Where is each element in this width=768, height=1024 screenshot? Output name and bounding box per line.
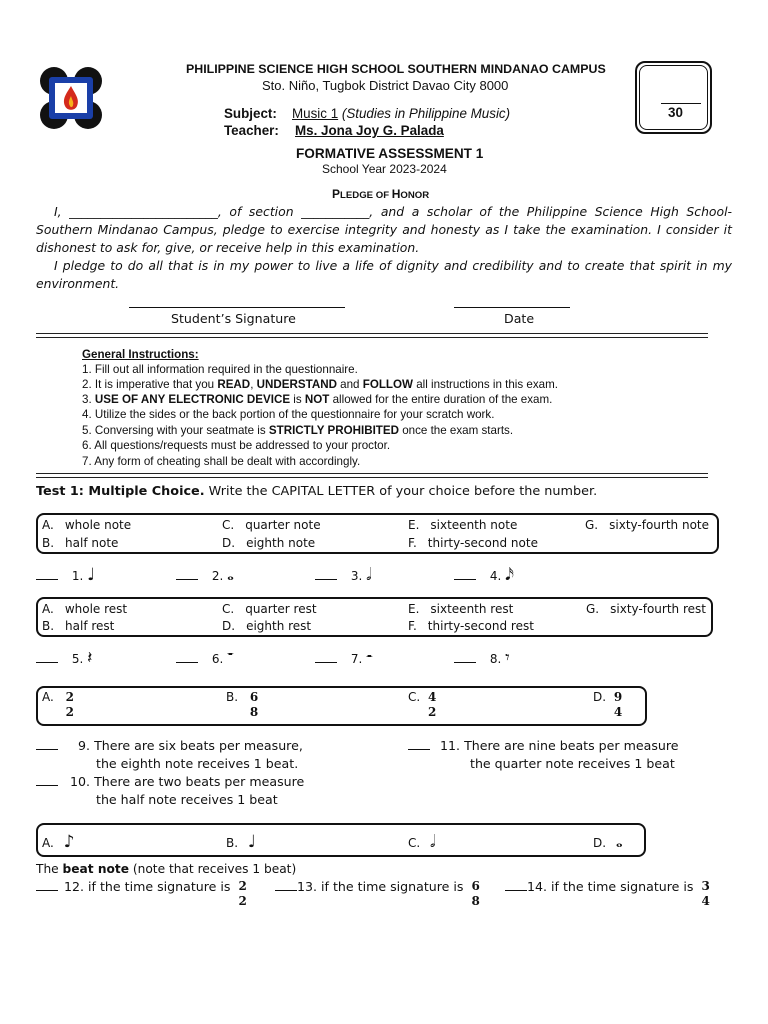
question-5: 5. 𝄽 [36, 648, 92, 668]
answer-blank[interactable] [454, 651, 476, 663]
choice-note-d: D. eighth note [222, 536, 316, 550]
question-14: 14. if the time signature is 3 4 [505, 879, 710, 909]
answer-blank[interactable] [275, 879, 297, 891]
score-total: 30 [668, 105, 683, 120]
instruction-1: 1. Fill out all information required in the questionnaire. [82, 363, 358, 376]
test1-heading: Test 1: Multiple Choice. Write the CAPITAL LETTER of your choice before the number. [36, 484, 598, 499]
question-13: 13. if the time signature is 6 8 [275, 879, 480, 909]
choice-timesig-d: D. 9 4 [593, 690, 623, 719]
eighth-note-icon: ♪ [63, 832, 75, 852]
choice-note-a: A. whole note [42, 518, 132, 532]
choice-rest-d: D. eighth rest [222, 619, 312, 633]
half-note-icon: 𝅗𝅥 [366, 565, 372, 585]
answer-blank[interactable] [505, 879, 527, 891]
divider [36, 337, 708, 338]
question-12: 12. if the time signature is 2 2 [36, 879, 247, 909]
question-7: 7. 𝄼 [315, 648, 373, 668]
question-8: 8. 𝄾 [454, 648, 510, 668]
subject-name: Music 1 [292, 106, 339, 121]
answer-blank[interactable] [36, 738, 58, 750]
question-4: 4. 𝅘𝅥𝅯 [454, 565, 514, 585]
choice-rest-e: E. sixteenth rest [408, 602, 514, 616]
school-address: Sto. Niño, Tugbok District Davao City 8000 [262, 78, 509, 93]
subject-label: Subject: [224, 106, 277, 121]
choice-timesig-c: C. 4 2 [408, 690, 437, 719]
pledge-title: PLEDGE OF HONOR [332, 187, 430, 201]
choice-note-f: F. thirty-second note [408, 536, 538, 550]
beat-note-choices-box [36, 823, 646, 857]
eighth-rest-icon: 𝄾 [505, 648, 510, 668]
question-2: 2. 𝅝 [176, 565, 234, 585]
score-blank[interactable] [661, 103, 701, 104]
score-box [635, 61, 712, 134]
quarter-note-icon: ♩ [247, 832, 256, 852]
time-signature-choices-box [36, 686, 647, 726]
answer-blank[interactable] [454, 568, 476, 580]
beat-note-intro: The beat note (note that receives 1 beat) [36, 862, 297, 876]
question-3: 3. 𝅗𝅥 [315, 565, 372, 585]
instruction-6: 6. All questions/requests must be addressed to your proctor. [82, 439, 391, 452]
choice-rest-c: C. quarter rest [222, 602, 317, 616]
choice-note-b: B. half note [42, 536, 119, 550]
instruction-4: 4. Utilize the sides or the back portion of the questionnaire for your scratch work. [82, 408, 495, 421]
choice-rest-f: F. thirty-second rest [408, 619, 534, 633]
choice-beat-d: D. 𝅝 [593, 832, 623, 852]
answer-blank[interactable] [36, 774, 58, 786]
divider [36, 473, 708, 474]
instruction-3: 3. USE OF ANY ELECTRONIC DEVICE is NOT allowed for the entire duration of the exam. [82, 393, 553, 406]
instructions-title: General Instructions: [82, 348, 199, 361]
instruction-2: 2. It is imperative that you READ, UNDERSTAND and FOLLOW all instructions in this exam. [82, 378, 558, 391]
choice-note-g: G. sixty-fourth note [585, 518, 710, 532]
signature-line[interactable] [129, 307, 345, 308]
quarter-rest-icon: 𝄽 [87, 648, 93, 668]
choice-rest-g: G. sixty-fourth rest [586, 602, 706, 616]
whole-note-icon: 𝅝 [227, 565, 234, 585]
answer-blank[interactable] [36, 651, 58, 663]
sixteenth-note-icon: 𝅘𝅥𝅯 [505, 565, 514, 585]
school-name: PHILIPPINE SCIENCE HIGH SCHOOL SOUTHERN MINDANAO CAMPUS [186, 62, 606, 76]
choice-timesig-b: B. 6 8 [226, 690, 259, 719]
question-9: 9. There are six beats per measure, the eighth note receives 1 beat. [36, 737, 303, 773]
teacher-name: Ms. Jona Joy G. Palada [295, 123, 444, 138]
subject-description: (Studies in Philippine Music) [341, 106, 511, 121]
assessment-title: FORMATIVE ASSESSMENT 1 [296, 146, 484, 161]
date-label: Date [504, 311, 535, 326]
half-rest-icon: 𝄼 [366, 648, 373, 668]
choice-rest-a: A. whole rest [42, 602, 128, 616]
divider [36, 477, 708, 478]
signature-label: Student’s Signature [171, 311, 296, 326]
answer-blank[interactable] [176, 568, 198, 580]
whole-note-icon: 𝅝 [615, 832, 623, 852]
choice-rest-b: B. half rest [42, 619, 115, 633]
subject-value [292, 106, 510, 121]
answer-blank[interactable] [36, 568, 58, 580]
teacher-label: Teacher: [224, 123, 279, 138]
choice-beat-b: B. ♩ [226, 832, 256, 852]
divider [36, 333, 708, 334]
question-6: 6. 𝄻 [176, 648, 234, 668]
whole-rest-icon: 𝄻 [227, 648, 234, 668]
question-10: 10. There are two beats per measure the half note receives 1 beat [36, 773, 304, 809]
answer-blank[interactable] [176, 651, 198, 663]
choice-note-c: C. quarter note [222, 518, 321, 532]
school-year: School Year 2023-2024 [322, 162, 447, 176]
answer-blank[interactable] [315, 651, 337, 663]
choice-beat-a: A. ♪ [42, 832, 75, 852]
choice-timesig-a: A. 2 2 [42, 690, 74, 719]
instruction-7: 7. Any form of cheating shall be dealt with accordingly. [82, 455, 361, 468]
answer-blank[interactable] [408, 738, 430, 750]
pledge-paragraph-2: I pledge to do all that is in my power to live a life of dignity and credibility and to create that spirit in my environment. [36, 258, 732, 291]
question-1: 1. ♩ [36, 565, 95, 585]
answer-blank[interactable] [36, 879, 58, 891]
question-11: 11. There are nine beats per measure the quarter note receives 1 beat [408, 737, 679, 773]
date-line[interactable] [454, 307, 570, 308]
answer-blank[interactable] [315, 568, 337, 580]
quarter-note-icon: ♩ [87, 565, 96, 585]
pledge-paragraph-1: I, ________________________, of section ___________, and a scholar of the Philippine Science High School-Southern Mindanao Campus, pledge to exercise integrity and honesty as I take the examination. I consider it dishonest to ask for, give, or receive help in this examination. [36, 204, 732, 255]
choice-beat-c: C. 𝅗𝅥 [408, 832, 436, 852]
half-note-icon: 𝅗𝅥 [430, 832, 436, 852]
choice-note-e: E. sixteenth note [408, 518, 518, 532]
school-logo [38, 66, 104, 130]
instruction-5: 5. Conversing with your seatmate is STRICTLY PROHIBITED once the exam starts. [82, 424, 514, 437]
